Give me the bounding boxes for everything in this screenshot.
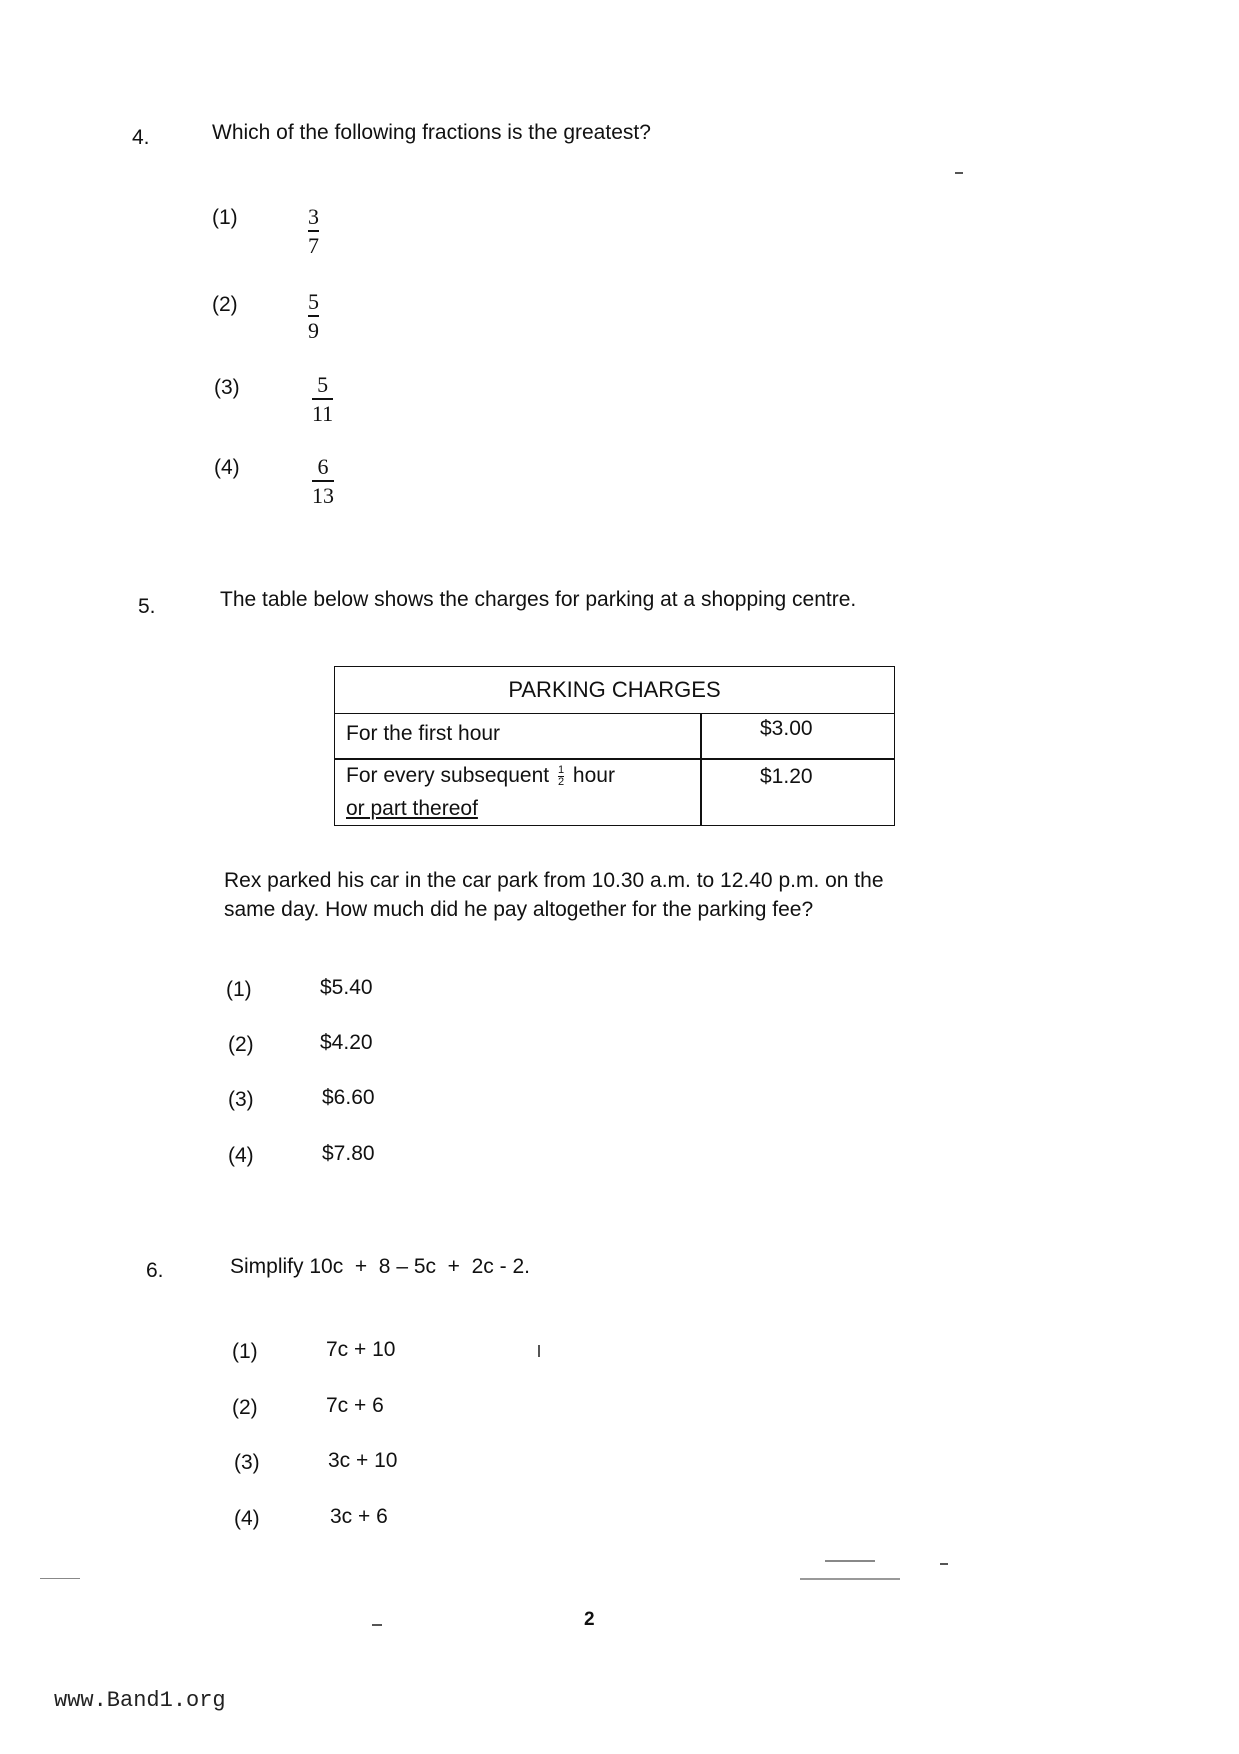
table-title: PARKING CHARGES <box>335 667 894 714</box>
scan-mark <box>538 1345 540 1357</box>
fraction-bar <box>308 315 319 317</box>
q5-option-2-label: (2) <box>228 1033 254 1056</box>
q6-option-4-label: (4) <box>234 1507 260 1530</box>
question-5-number: 5. <box>138 595 156 618</box>
table-row2-label-b: hour <box>572 764 615 787</box>
question-4-number: 4. <box>132 126 150 149</box>
table-divider-horizontal <box>335 758 894 760</box>
q5-option-1-value: $5.40 <box>320 976 373 999</box>
fraction-numerator: 1 <box>557 763 565 776</box>
parking-charges-table <box>334 666 895 826</box>
table-row2-label <box>346 764 615 788</box>
question-4-text: Which of the following fractions is the greatest? <box>212 121 651 144</box>
fraction-bar <box>312 398 333 400</box>
q4-option-1-label: (1) <box>212 206 238 229</box>
scan-mark <box>372 1624 382 1626</box>
q4-option-4-fraction <box>312 454 334 508</box>
scan-mark <box>955 172 963 174</box>
scan-mark <box>40 1578 80 1579</box>
table-row2-label-a: For every subsequent <box>346 764 550 787</box>
fraction-denominator: 2 <box>557 775 565 788</box>
q4-option-2-label: (2) <box>212 293 238 316</box>
scan-mark <box>800 1578 900 1580</box>
q6-option-1-value: 7c + 10 <box>326 1338 396 1361</box>
question-5-line-1: Rex parked his car in the car park from 10.30 a.m. to 12.40 p.m. on the <box>224 869 884 892</box>
question-6-text: Simplify 10c + 8 – 5c + 2c - 2. <box>230 1255 530 1278</box>
q4-option-3-label: (3) <box>214 376 240 399</box>
question-6-number: 6. <box>146 1259 164 1282</box>
q6-option-2-value: 7c + 6 <box>326 1394 384 1417</box>
fraction-bar <box>308 230 319 232</box>
fraction-denominator: 9 <box>308 317 319 343</box>
q5-option-4-value: $7.80 <box>322 1142 375 1165</box>
fraction-denominator: 7 <box>308 232 319 258</box>
scan-mark <box>825 1560 875 1562</box>
q6-option-1-label: (1) <box>232 1340 258 1363</box>
table-row2-label-c: or part thereof <box>346 797 478 820</box>
question-5-text: The table below shows the charges for parking at a shopping centre. <box>220 588 857 611</box>
footer-watermark: www.Band1.org <box>54 1688 226 1713</box>
q5-option-3-label: (3) <box>228 1088 254 1111</box>
q4-option-3-fraction <box>312 372 333 426</box>
half-fraction <box>558 765 564 788</box>
q6-option-2-label: (2) <box>232 1396 258 1419</box>
table-row2-value: $1.20 <box>760 765 813 788</box>
q6-option-3-label: (3) <box>234 1451 260 1474</box>
fraction-bar <box>312 480 334 482</box>
fraction-numerator: 6 <box>317 454 329 479</box>
fraction-numerator: 5 <box>317 372 329 397</box>
fraction-denominator: 11 <box>312 400 334 426</box>
table-row1-value: $3.00 <box>760 717 813 740</box>
q5-option-2-value: $4.20 <box>320 1031 373 1054</box>
q5-option-4-label: (4) <box>228 1144 254 1167</box>
q4-option-1-fraction <box>308 204 319 258</box>
q6-option-4-value: 3c + 6 <box>330 1505 388 1528</box>
page-number: 2 <box>584 1609 595 1630</box>
q4-option-2-fraction <box>308 289 319 343</box>
q5-option-1-label: (1) <box>226 978 252 1001</box>
table-divider-vertical <box>700 713 702 825</box>
table-row1-label: For the first hour <box>346 722 501 745</box>
q6-option-3-value: 3c + 10 <box>328 1449 398 1472</box>
scan-mark <box>940 1563 948 1565</box>
fraction-numerator: 3 <box>308 204 319 229</box>
question-5-line-2: same day. How much did he pay altogether for the parking fee? <box>224 898 814 921</box>
q4-option-4-label: (4) <box>214 456 240 479</box>
q5-option-3-value: $6.60 <box>322 1086 375 1109</box>
fraction-numerator: 5 <box>308 289 319 314</box>
fraction-denominator: 13 <box>312 482 334 508</box>
